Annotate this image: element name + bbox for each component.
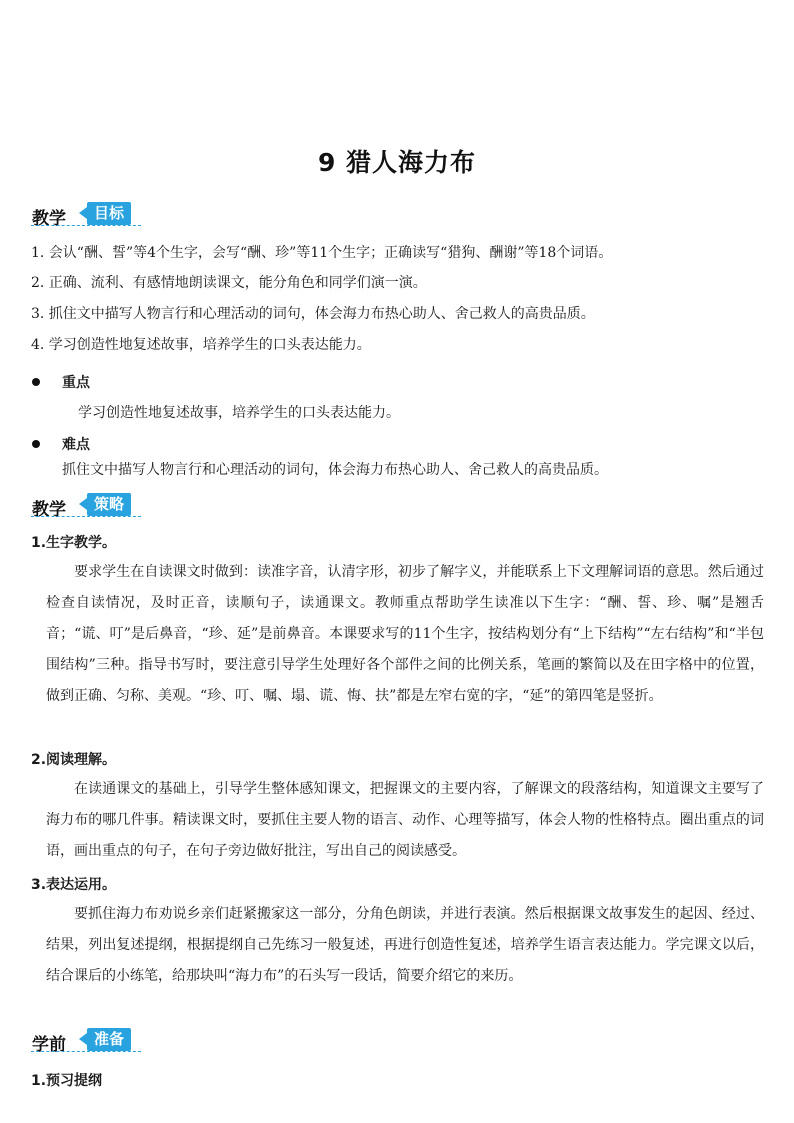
- bullet-icon: [32, 378, 40, 386]
- section-header-main: 教学: [32, 209, 66, 229]
- tag-arrow-icon: [79, 498, 87, 510]
- strategy-heading-1: 1.生字教学。: [31, 535, 117, 551]
- strategy-paragraph-1: 要求学生在自读课文时做到：读准字音，认清字形，初步了解字义，并能联系上下文理解词语的意思。然后通过检查自读情况，及时正音，读顺句子，读通课文。教师重点帮助学生读准以下生字：“酬、誓、珍、嘱”是翘舌音；“谎、叮”是后鼻音，“珍、延”是前鼻音。本课要求写的11个生字，按结构划分有“上下结构”“左右结构”和“半包围结构”三种。指导书写时，要注意引导学生处理好各个部件之间的比例关系，笔画的繁简以及在田字格中的位置，做到正确、匀称、美观。“珍、叮、嘱、塌、谎、悔、扶”都是左窄右宽的字，“延”的第四笔是竖折。: [46, 564, 764, 704]
- strategy-paragraph-2: 在读通课文的基础上，引导学生整体感知课文，把握课文的主要内容，了解课文的段落结构，知道课文主要写了海力布的哪几件事。精读课文时，要抓住主要人物的语言、动作、心理等描写，体会人物的性格特点。圈出重点的词语，画出重点的句子，在句子旁边做好批注，写出自己的阅读感受。: [46, 781, 764, 859]
- tag-arrow-icon: [79, 207, 87, 219]
- page-title: 9 猎人海力布: [317, 148, 477, 177]
- section-underline: [31, 225, 141, 226]
- goal-item-1: 1. 会认“酬、誓”等4个生字，会写“酬、珍”等11个生字；正确读写“猎狗、酬谢”等18个词语。: [31, 245, 613, 261]
- goal-item-3: 3. 抓住文中描写人物言行和心理活动的词句，体会海力布热心助人、舍己救人的高贵品质。: [31, 306, 595, 322]
- section-header-goals: [31, 201, 151, 231]
- section-tag-label: 准备: [87, 1028, 131, 1051]
- section-header-strategy: [31, 492, 151, 522]
- difficulty-text: 抓住文中描写人物言行和心理活动的词句，体会海力布热心助人、舍己救人的高贵品质。: [62, 462, 608, 478]
- section-tag-label: 目标: [87, 202, 131, 225]
- section-underline: [31, 516, 141, 517]
- goal-item-2: 2. 正确、流利、有感情地朗读课文，能分角色和同学们演一演。: [31, 275, 427, 291]
- key-point-text: 学习创造性地复述故事，培养学生的口头表达能力。: [78, 405, 400, 421]
- prep-item-1: 1.预习提纲: [31, 1073, 103, 1089]
- section-tag-label: 策略: [87, 493, 131, 516]
- section-header-main: 教学: [32, 500, 66, 520]
- bullet-icon: [32, 440, 40, 448]
- goal-item-4: 4. 学习创造性地复述故事，培养学生的口头表达能力。: [31, 337, 371, 353]
- strategy-paragraph-3: 要抓住海力布劝说乡亲们赶紧搬家这一部分，分角色朗读，并进行表演。然后根据课文故事发生的起因、经过、结果，列出复述提纲，根据提纲自己先练习一般复述，再进行创造性复述，培养学生语言表达能力。学完课文以后，结合课后的小练笔，给那块叫“海力布”的石头写一段话，简要介绍它的来历。: [46, 906, 764, 984]
- strategy-heading-2: 2.阅读理解。: [31, 752, 117, 768]
- difficulty-label: 难点: [62, 437, 90, 453]
- tag-arrow-icon: [79, 1033, 87, 1045]
- strategy-heading-3: 3.表达运用。: [31, 877, 117, 893]
- section-header-main: 学前: [32, 1035, 66, 1055]
- section-underline: [31, 1051, 141, 1052]
- key-point-label: 重点: [62, 375, 90, 391]
- section-header-prep: [31, 1027, 151, 1057]
